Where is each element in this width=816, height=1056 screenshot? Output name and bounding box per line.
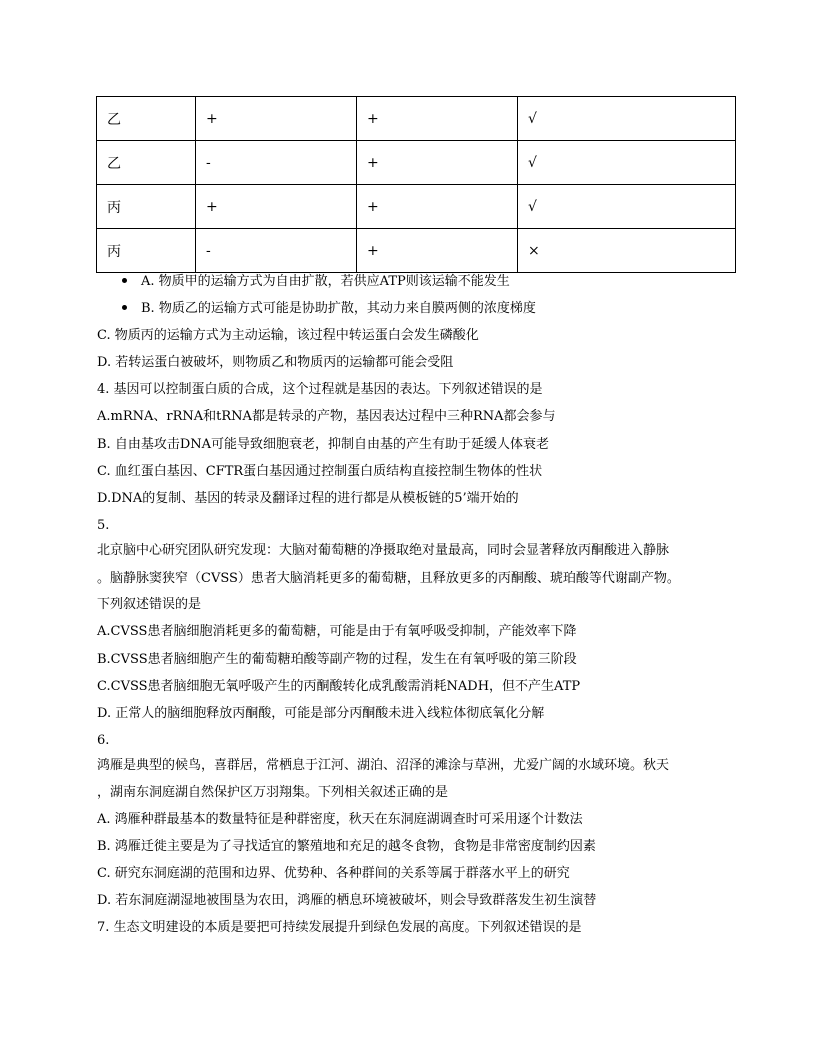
q6-stem-line-1: 鸿雁是典型的候鸟，喜群居，常栖息于江河、湖泊、沼泽的滩涂与草洲，尤爱广阔的水域环境。秋天 — [97, 758, 670, 773]
table-cell: √ — [518, 97, 736, 141]
table-row — [97, 141, 736, 185]
q5-option-c: C.CVSS患者脑细胞无氧呼吸产生的丙酮酸转化成乳酸需消耗NADH，但不产生ATP — [97, 679, 581, 694]
table-row — [97, 229, 736, 273]
q5-option-d: D. 正常人的脑细胞释放丙酮酸，可能是部分丙酮酸未进入线粒体彻底氧化分解 — [97, 706, 545, 721]
q5-stem-line-3: 下列叙述错误的是 — [97, 597, 202, 612]
q3-option-d: D. 若转运蛋白被破坏，则物质乙和物质丙的运输都可能会受阻 — [97, 355, 454, 370]
table-cell: 丙 — [97, 185, 196, 229]
q6-option-c: C. 研究东洞庭湖的范围和边界、优势种、各种群间的关系等属于群落水平上的研究 — [97, 866, 570, 881]
table-cell: + — [357, 185, 518, 229]
transport-table — [96, 96, 736, 273]
q4-option-c: C. 血红蛋白基因、CFTR蛋白基因通过控制蛋白质结构直接控制生物体的性状 — [97, 464, 543, 479]
table-cell: - — [196, 229, 357, 273]
table-cell: √ — [518, 141, 736, 185]
q6-option-b: B. 鸿雁迁徙主要是为了寻找适宜的繁殖地和充足的越冬食物，食物是非常密度制约因素 — [97, 839, 596, 854]
bullet-icon — [122, 278, 127, 283]
q3-option-a — [122, 273, 762, 291]
table-cell: 乙 — [97, 97, 196, 141]
option-text: A. 物质甲的运输方式为自由扩散，若供应ATP则该运输不能发生 — [141, 274, 510, 289]
q6-stem-line-2: ，湖南东洞庭湖自然保护区万羽翔集。下列相关叙述正确的是 — [97, 785, 449, 800]
table-row — [97, 185, 736, 229]
q3-option-b — [122, 300, 762, 318]
table-cell: + — [357, 97, 518, 141]
table-row — [97, 97, 736, 141]
q4-option-d: D.DNA的复制、基因的转录及翻译过程的进行都是从模板链的5’端开始的 — [97, 491, 519, 506]
option-text: B. 物质乙的运输方式可能是协助扩散，其动力来自膜两侧的浓度梯度 — [141, 301, 536, 316]
bullet-icon — [122, 305, 127, 310]
q6-option-d: D. 若东洞庭湖湿地被围垦为农田，鸿雁的栖息环境被破坏，则会导致群落发生初生演替 — [97, 893, 597, 908]
table-cell: √ — [518, 185, 736, 229]
table-cell: + — [196, 185, 357, 229]
table-cell: 丙 — [97, 229, 196, 273]
q4-option-a: A.mRNA、rRNA和tRNA都是转录的产物，基因表达过程中三种RNA都会参与 — [97, 409, 556, 424]
table-cell: 乙 — [97, 141, 196, 185]
q7-stem: 7. 生态文明建设的本质是要把可持续发展提升到绿色发展的高度。下列叙述错误的是 — [97, 920, 582, 935]
q5-number: 5. — [97, 518, 110, 533]
table-cell: - — [196, 141, 357, 185]
q5-stem-line-1: 北京脑中心研究团队研究发现：大脑对葡萄糖的净摄取绝对量最高，同时会显著释放丙酮酸进入静脉 — [97, 543, 670, 558]
table-cell: × — [518, 229, 736, 273]
q5-stem-line-2: 。脑静脉窦狭窄（CVSS）患者大脑消耗更多的葡萄糖，且释放更多的丙酮酸、琥珀酸等代谢副产物。 — [97, 571, 680, 586]
q3-option-c: C. 物质丙的运输方式为主动运输，该过程中转运蛋白会发生磷酸化 — [97, 328, 479, 343]
q6-option-a: A. 鸿雁种群最基本的数量特征是种群密度，秋天在东洞庭湖调查时可采用逐个计数法 — [97, 812, 583, 827]
q4-stem: 4. 基因可以控制蛋白质的合成，这个过程就是基因的表达。下列叙述错误的是 — [97, 382, 543, 397]
q4-option-b: B. 自由基攻击DNA可能导致细胞衰老，抑制自由基的产生有助于延缓人体衰老 — [97, 437, 550, 452]
q6-number: 6. — [97, 733, 110, 748]
table-cell: + — [357, 229, 518, 273]
q5-option-b: B.CVSS患者脑细胞产生的葡萄糖珀酸等副产物的过程，发生在有氧呼吸的第三阶段 — [97, 652, 577, 667]
table-cell: + — [357, 141, 518, 185]
table-cell: + — [196, 97, 357, 141]
q5-option-a: A.CVSS患者脑细胞消耗更多的葡萄糖，可能是由于有氧呼吸受抑制，产能效率下降 — [97, 624, 577, 639]
